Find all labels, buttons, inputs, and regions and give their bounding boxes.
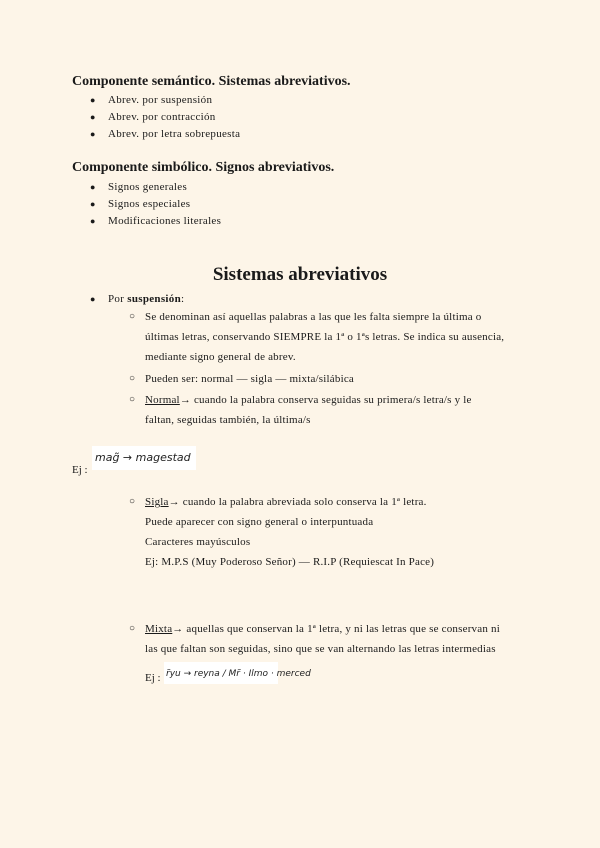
section1-list bbox=[90, 92, 240, 143]
bullet-icon: ● bbox=[90, 182, 96, 192]
main-list bbox=[90, 291, 184, 308]
list-item: ● Por suspensión: bbox=[90, 291, 184, 308]
handwriting-sample-2 bbox=[164, 662, 311, 684]
section2-list bbox=[90, 179, 221, 230]
page-title: Sistemas abreviativos bbox=[212, 264, 388, 285]
circle-bullet-icon: ○ bbox=[129, 373, 136, 384]
section2-heading: Componente simbólico. Signos abreviativos. bbox=[72, 160, 335, 175]
bullet-icon: ● bbox=[90, 95, 96, 105]
normal-block: ○ Normal→ cuando la palabra conserva seguidas su primera/s letra/s y le faltan, seguidas también, la última/s bbox=[145, 390, 545, 430]
bullet-icon: ● bbox=[90, 216, 96, 226]
list-item: ● Abrev. por suspensión bbox=[90, 92, 240, 109]
handwriting-text: mag̃ → magestad bbox=[95, 451, 191, 464]
example-label-2: Ej : bbox=[145, 672, 161, 684]
circle-bullet-icon: ○ bbox=[129, 311, 136, 322]
list-item: ● Signos generales bbox=[90, 179, 221, 196]
list-item: ● Modificaciones literales bbox=[90, 213, 221, 230]
bullet-icon: ● bbox=[90, 199, 96, 209]
bullet-icon: ● bbox=[90, 294, 96, 304]
list-item: ● Abrev. por contracción bbox=[90, 109, 240, 126]
list-item: ● Abrev. por letra sobrepuesta bbox=[90, 126, 240, 143]
handwriting-text: r̃yu → reyna / Mr̃ · Ilmo · merced bbox=[166, 669, 311, 679]
types-line: ○ Pueden ser: normal — sigla — mixta/silábica bbox=[145, 369, 354, 389]
circle-bullet-icon: ○ bbox=[129, 496, 136, 507]
example-label: Ej : bbox=[72, 464, 88, 476]
bullet-icon: ● bbox=[90, 112, 96, 122]
section1-heading: Componente semántico. Sistemas abreviativos. bbox=[72, 74, 351, 89]
sigla-block: ○ Sigla→ cuando la palabra abreviada solo conserva la 1ª letra. Puede aparecer con signo general o interpuntuada Caracteres mayúsculos Ej: M.P.S (Muy Poderoso Señor) — R.I.P (Requiescat In Pace) bbox=[145, 492, 545, 572]
circle-bullet-icon: ○ bbox=[129, 394, 136, 405]
handwriting-sample-1 bbox=[92, 446, 196, 470]
mixta-block: ○ Mixta→ aquellas que conservan la 1ª letra, y ni las letras que se conservan ni las que faltan son seguidas, sino que se van alternando las letras intermedias bbox=[145, 619, 565, 659]
circle-bullet-icon: ○ bbox=[129, 623, 136, 634]
bullet-icon: ● bbox=[90, 129, 96, 139]
definition-block: ○ Se denominan así aquellas palabras a las que les falta siempre la última o últimas letras, conservando SIEMPRE la 1ª o 1ªs letras. Se indica su ausencia, mediante signo general de abrev. bbox=[145, 307, 545, 367]
list-item: ● Signos especiales bbox=[90, 196, 221, 213]
